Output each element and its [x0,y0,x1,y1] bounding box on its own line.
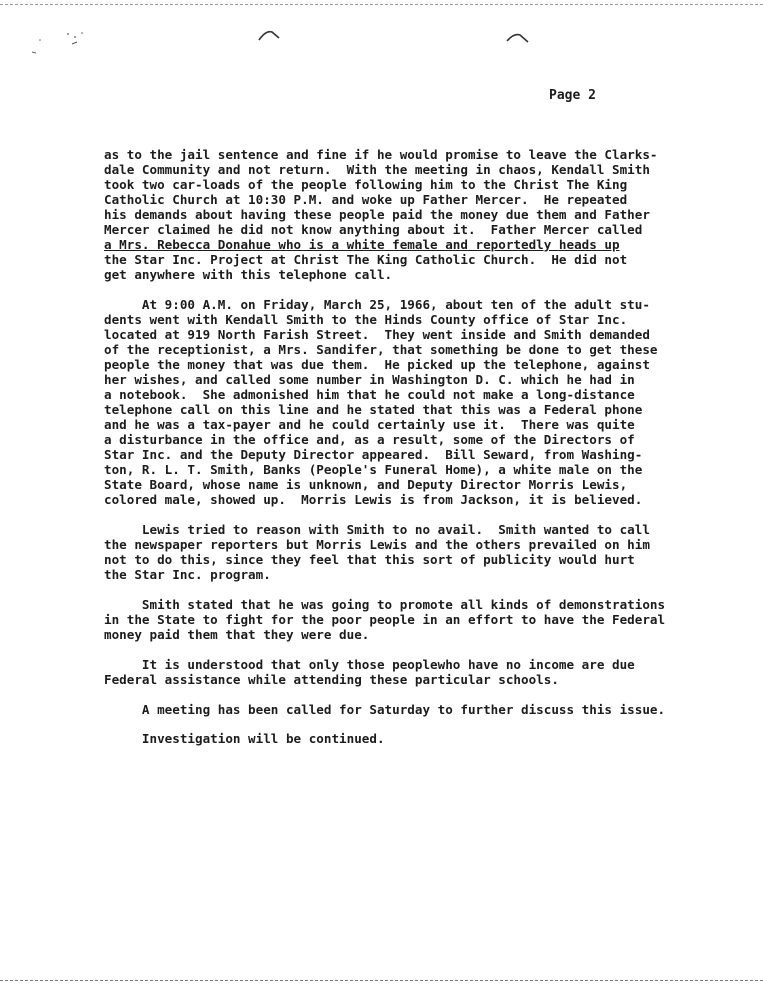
text-line: get anywhere with this telephone call. [104,267,393,282]
text-line: located at 919 North Farish Street. They went inside and Smith demanded [104,327,650,342]
paragraph-3 [104,522,704,582]
text-line: colored male, showed up. Morris Lewis is from Jackson, it is believed. [104,492,643,507]
text-line: her wishes, and called some number in Washington D. C. which he had in [104,372,635,387]
text-line: and he was a tax-payer and he could certainly use it. There was quite [104,417,635,432]
text-line: as to the jail sentence and fine if he would promise to leave the Clarks- [104,147,658,162]
text-line: dents went with Kendall Smith to the Hinds County office of Star Inc. [104,312,628,327]
paragraph-2 [104,297,704,507]
text-line: the newspaper reporters but Morris Lewis and the others prevailed on him [104,537,650,552]
text-line: in the State to fight for the poor people in an effort to have the Federal [104,612,666,627]
paragraph-1 [104,147,704,282]
text-line: a Mrs. Rebecca Donahue who is a white female and reportedly heads up [104,237,620,252]
paragraph-7 [104,731,704,746]
text-line: money paid them that they were due. [104,627,370,642]
text-line: Mercer claimed he did not know anything about it. Father Mercer called [104,222,643,237]
bottom-perforation-line [0,980,763,981]
scan-marks [0,0,763,120]
text-line: Catholic Church at 10:30 P.M. and woke up Father Mercer. He repeated [104,192,628,207]
text-line: ton, R. L. T. Smith, Banks (People's Funeral Home), a white male on the [104,462,643,477]
text-line: not to do this, since they feel that this sort of publicity would hurt [104,552,635,567]
text-line: the Star Inc. program. [104,567,271,582]
paragraph-5 [104,657,704,687]
text-line: Smith stated that he was going to promote all kinds of demonstrations [104,597,666,612]
text-line: Federal assistance while attending these particular schools. [104,672,559,687]
text-line: Lewis tried to reason with Smith to no avail. Smith wanted to call [104,522,650,537]
text-line: Star Inc. and the Deputy Director appeared. Bill Seward, from Washing- [104,447,643,462]
text-line: a disturbance in the office and, as a result, some of the Directors of [104,432,635,447]
text-line: It is understood that only those peoplewho have no income are due [104,657,635,672]
paragraph-4 [104,597,704,642]
text-line: State Board, whose name is unknown, and Deputy Director Morris Lewis, [104,477,628,492]
text-line: the Star Inc. Project at Christ The King Catholic Church. He did not [104,252,628,267]
paragraph-6 [104,702,704,717]
page-number: Page 2 [549,88,596,103]
text-line: a notebook. She admonished him that he could not make a long-distance [104,387,635,402]
text-line: took two car-loads of the people following him to the Christ The King [104,177,628,192]
text-line: At 9:00 A.M. on Friday, March 25, 1966, about ten of the adult stu- [104,297,650,312]
text-line: people the money that was due them. He picked up the telephone, against [104,357,650,372]
text-line: telephone call on this line and he stated that this was a Federal phone [104,402,643,417]
text-line: dale Community and not return. With the meeting in chaos, Kendall Smith [104,162,650,177]
text-line: of the receptionist, a Mrs. Sandifer, that something be done to get these [104,342,658,357]
text-line: his demands about having these people paid the money due them and Father [104,207,650,222]
text-line: Investigation will be continued. [104,731,385,746]
text-line: A meeting has been called for Saturday to further discuss this issue. [104,702,666,717]
